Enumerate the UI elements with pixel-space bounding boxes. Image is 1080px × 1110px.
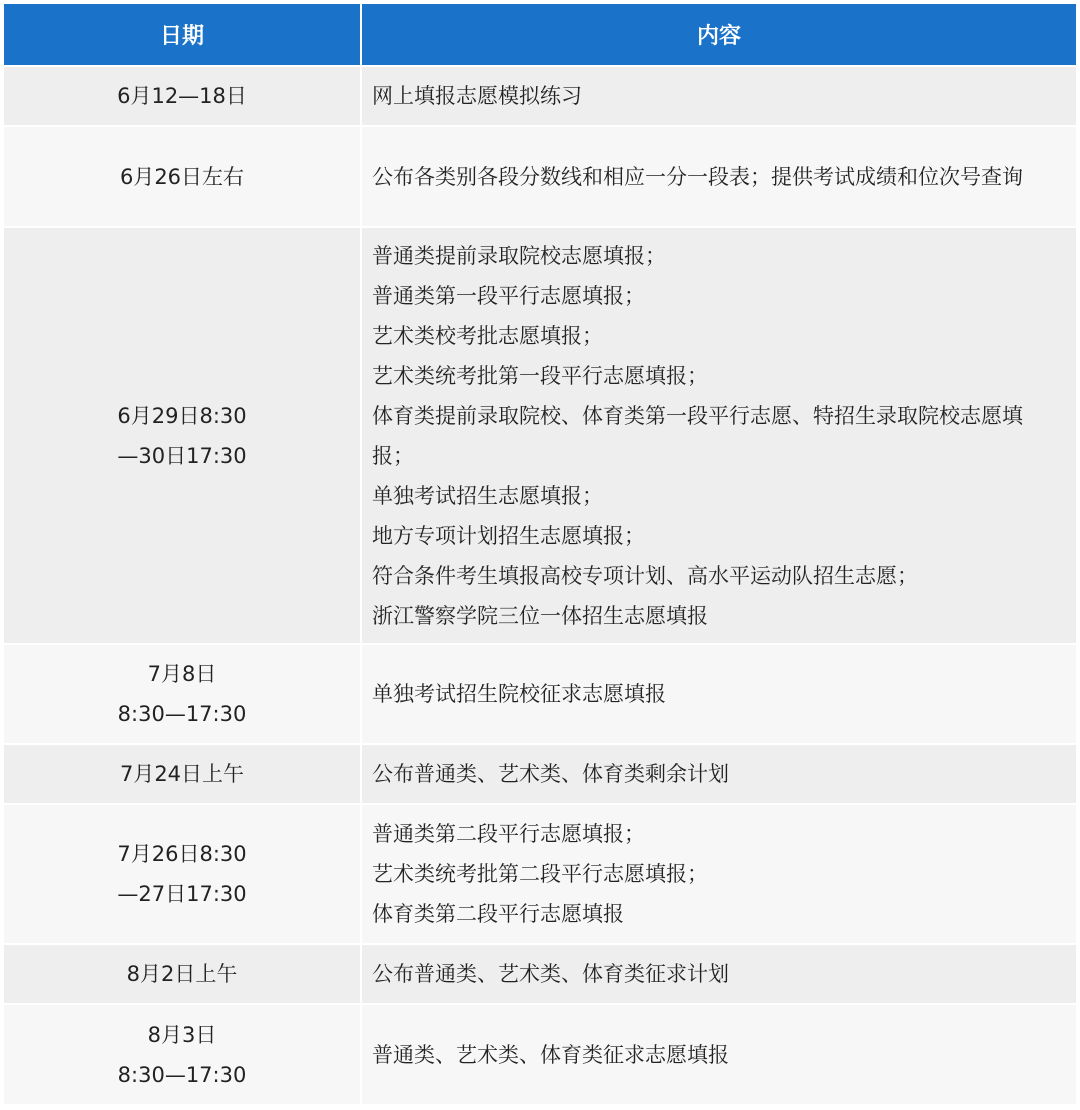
date-text: —30日17:30 bbox=[117, 443, 247, 468]
content-text: 体育类第二段平行志愿填报 bbox=[372, 902, 624, 926]
content-cell bbox=[361, 66, 1076, 126]
content-text: 普通类第一段平行志愿填报； bbox=[372, 283, 645, 308]
content-text: 艺术类校考批志愿填报； bbox=[372, 323, 603, 348]
content-text: 艺术类统考批第一段平行志愿填报； bbox=[372, 363, 708, 388]
content-text: 体育类提前录取院校、体育类第一段平行志愿、特招生录取院校志愿填报； bbox=[372, 403, 1023, 468]
content-cell bbox=[361, 644, 1076, 744]
table-row bbox=[4, 804, 1076, 944]
table-header bbox=[4, 4, 1076, 66]
content-cell bbox=[361, 227, 1076, 644]
table-row bbox=[4, 1004, 1076, 1104]
content-text: 地方专项计划招生志愿填报； bbox=[372, 523, 645, 548]
content-cell bbox=[361, 1004, 1076, 1104]
date-cell bbox=[4, 66, 361, 126]
date-cell bbox=[4, 804, 361, 944]
date-cell bbox=[4, 126, 361, 227]
content-text: 普通类、艺术类、体育类征求志愿填报 bbox=[372, 1042, 729, 1067]
content-cell bbox=[361, 804, 1076, 944]
date-text: 8:30—17:30 bbox=[117, 702, 247, 726]
table-row bbox=[4, 944, 1076, 1004]
content-text: 公布普通类、艺术类、体育类剩余计划 bbox=[372, 762, 729, 786]
schedule-table-container bbox=[4, 4, 1076, 1104]
content-text: 单独考试招生志愿填报； bbox=[372, 483, 603, 508]
date-cell bbox=[4, 744, 361, 804]
content-text: 普通类提前录取院校志愿填报； bbox=[372, 243, 666, 268]
table-row bbox=[4, 644, 1076, 744]
date-cell bbox=[4, 227, 361, 644]
date-text: 7月26日8:30 bbox=[117, 842, 247, 866]
header-content: 内容 bbox=[361, 4, 1076, 66]
content-text: 浙江警察学院三位一体招生志愿填报 bbox=[372, 603, 708, 628]
content-text: 艺术类统考批第二段平行志愿填报； bbox=[372, 862, 708, 886]
date-text: —27日17:30 bbox=[117, 882, 247, 906]
content-text: 普通类第二段平行志愿填报； bbox=[372, 822, 645, 846]
date-cell bbox=[4, 644, 361, 744]
date-text: 8月3日 bbox=[147, 1022, 217, 1047]
date-text: 7月24日上午 bbox=[119, 762, 245, 786]
content-cell bbox=[361, 126, 1076, 227]
table-row bbox=[4, 66, 1076, 126]
date-text: 6月12—18日 bbox=[117, 84, 247, 108]
date-cell bbox=[4, 944, 361, 1004]
schedule-table bbox=[4, 4, 1076, 1104]
date-text: 7月8日 bbox=[147, 662, 217, 686]
content-text: 符合条件考生填报高校专项计划、高水平运动队招生志愿； bbox=[372, 563, 918, 588]
content-text: 公布普通类、艺术类、体育类征求计划 bbox=[372, 962, 729, 986]
table-body bbox=[4, 66, 1076, 1104]
date-text: 8:30—17:30 bbox=[117, 1062, 247, 1087]
table-row bbox=[4, 126, 1076, 227]
table-row bbox=[4, 744, 1076, 804]
content-cell bbox=[361, 944, 1076, 1004]
content-text: 公布各类别各段分数线和相应一分一段表；提供考试成绩和位次号查询 bbox=[372, 164, 1023, 189]
date-cell bbox=[4, 1004, 361, 1104]
header-row bbox=[4, 4, 1076, 66]
content-text: 单独考试招生院校征求志愿填报 bbox=[372, 682, 666, 706]
content-cell bbox=[361, 744, 1076, 804]
date-text: 6月29日8:30 bbox=[117, 403, 247, 428]
date-text: 8月2日上午 bbox=[126, 962, 238, 986]
date-text: 6月26日左右 bbox=[119, 164, 245, 189]
header-date: 日期 bbox=[4, 4, 361, 66]
content-text: 网上填报志愿模拟练习 bbox=[372, 84, 582, 108]
table-row bbox=[4, 227, 1076, 644]
